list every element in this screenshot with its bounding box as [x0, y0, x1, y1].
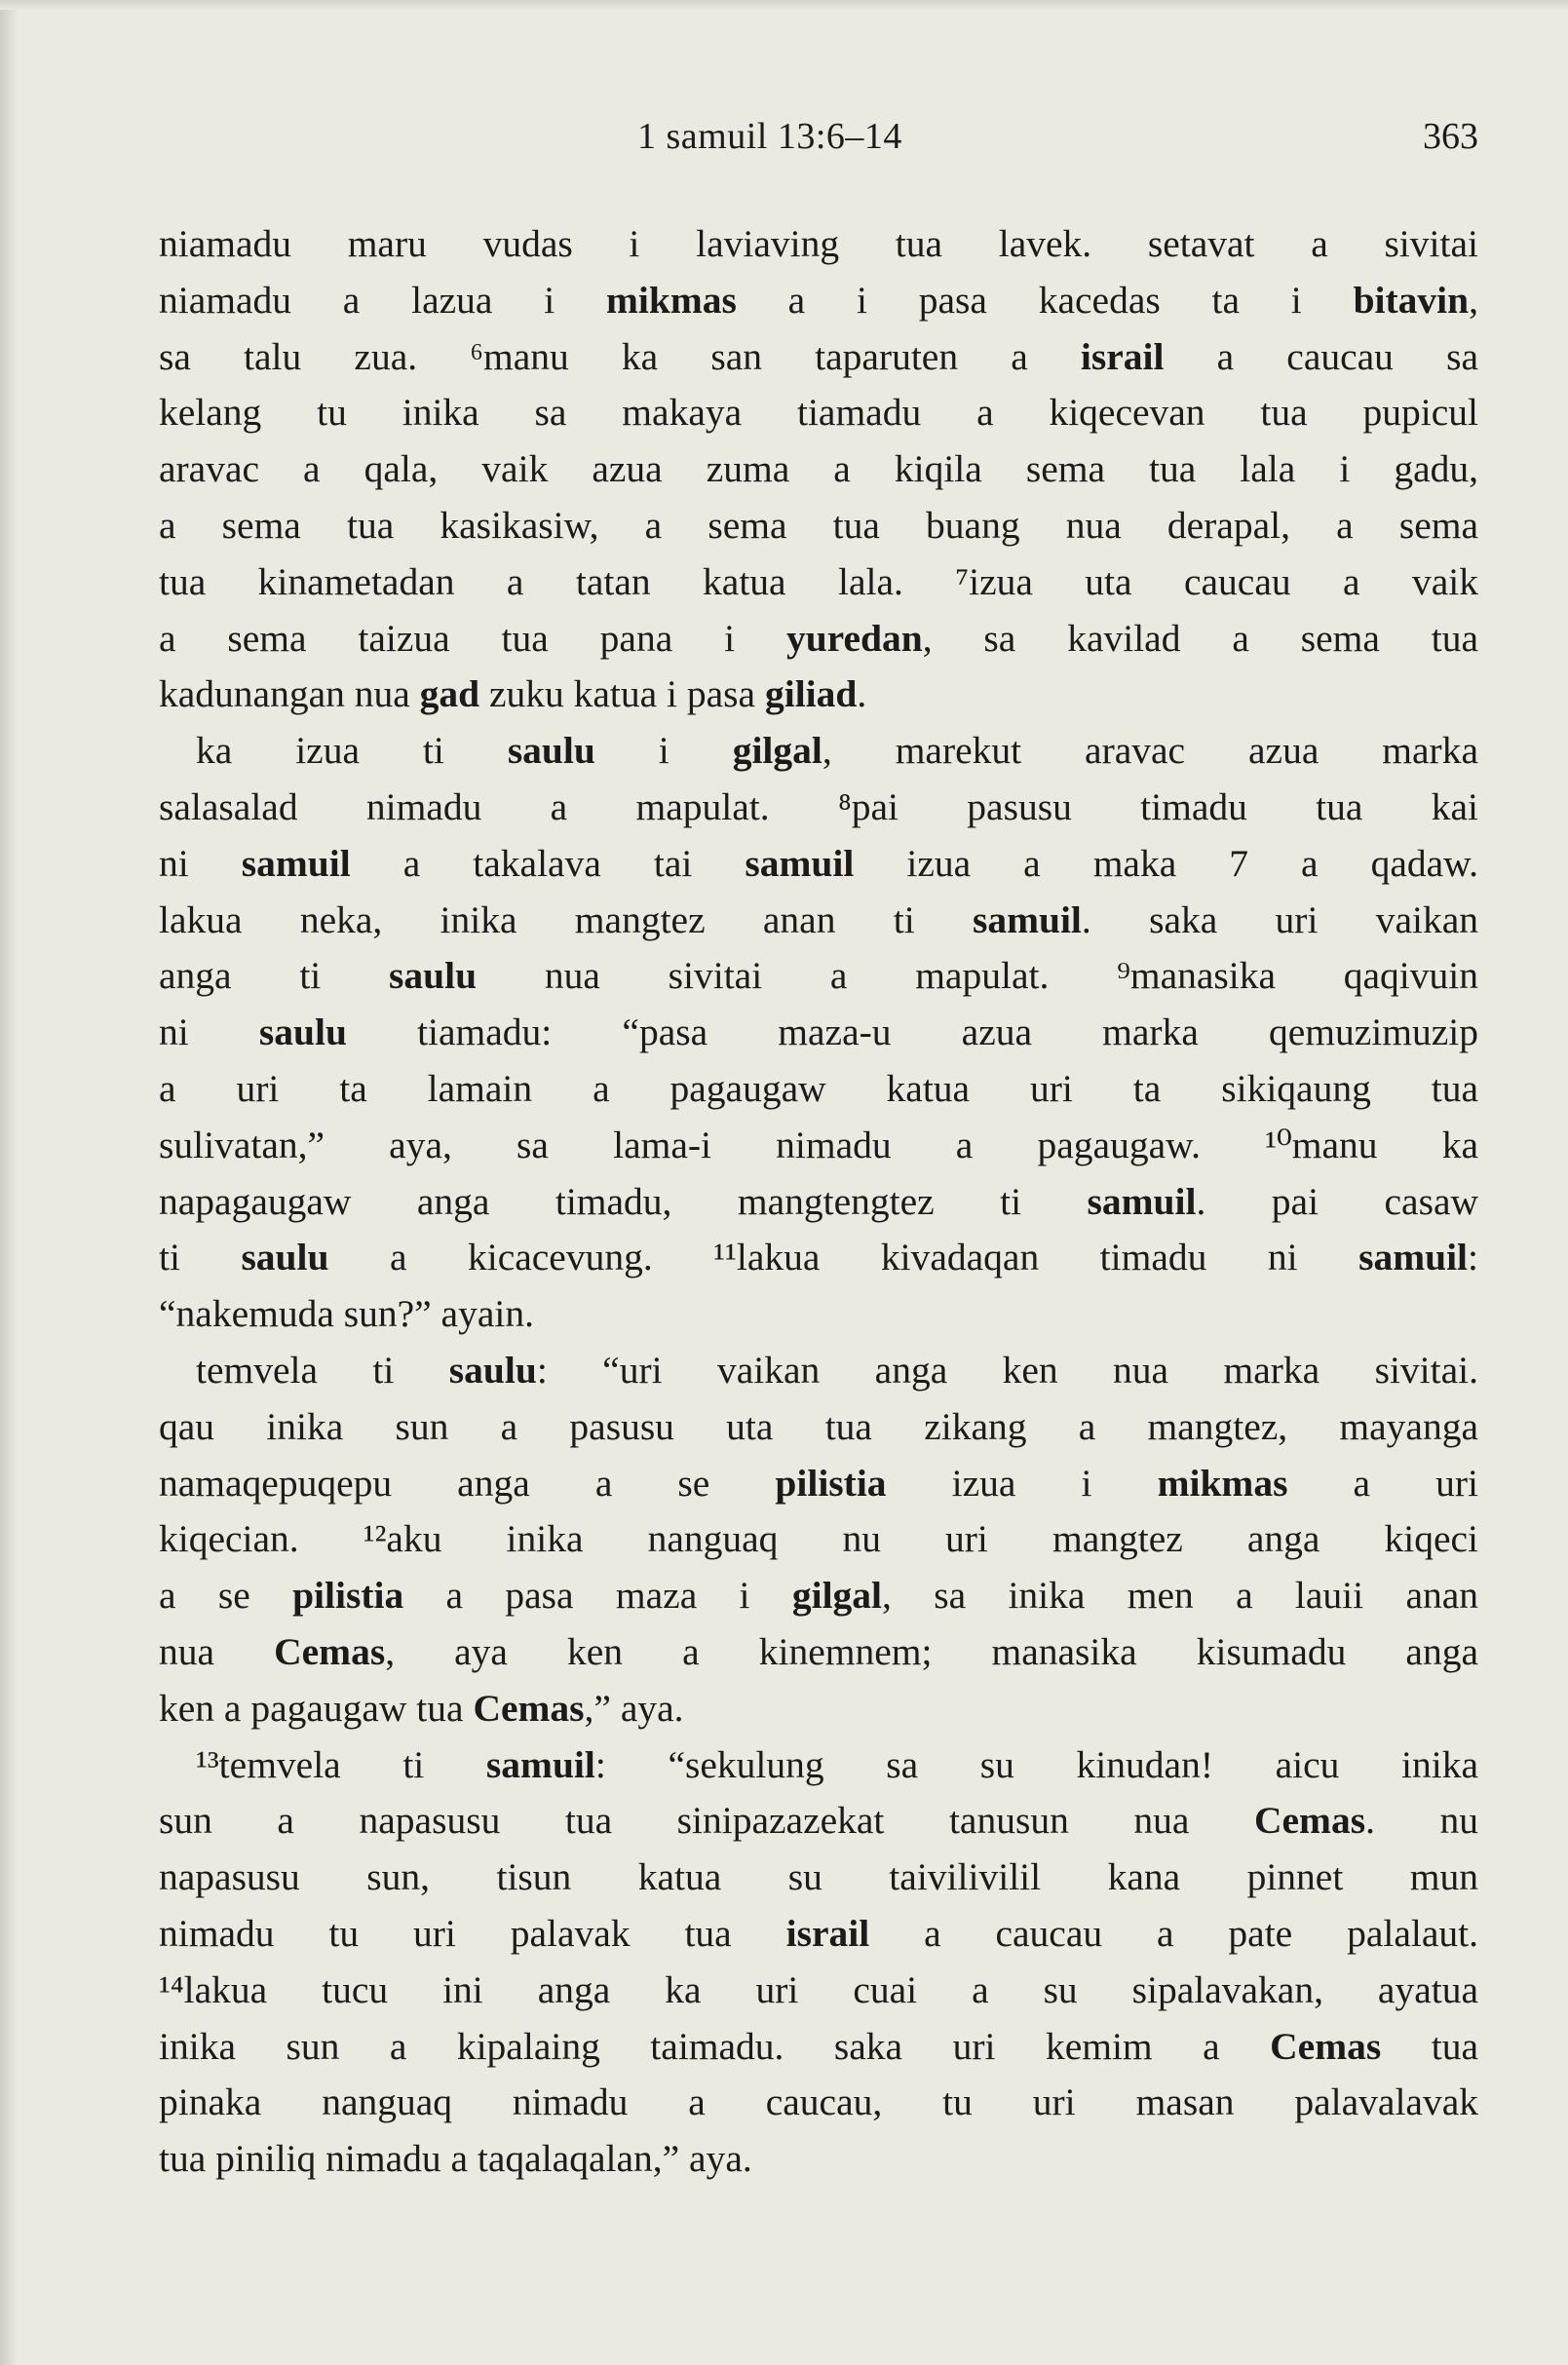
text-line: ni saulu tiamadu: “pasa maza-u azua marka qemuzimuzip	[159, 1011, 1478, 1054]
bold-term: Cemas	[1270, 2024, 1382, 2068]
bold-term: samuil	[1358, 1236, 1469, 1279]
text-line: nimadu tu uri palavak tua israil a caucau a pate palalaut.	[159, 1911, 1478, 1955]
bold-term: gilgal	[732, 729, 822, 773]
page-top-shadow	[0, 0, 1568, 10]
bold-term: Cemas	[473, 1686, 585, 1730]
text-line: sulivatan,” aya, sa lama-i nimadu a pagaugaw. ¹⁰manu ka	[159, 1123, 1478, 1166]
text-line: napasusu sun, tisun katua su taivilivilil kana pinnet mun	[159, 1855, 1478, 1899]
text-line: “nakemuda sun?” ayain.	[159, 1292, 534, 1336]
text-line: salasalad nimadu a mapulat. ⁸pai pasusu timadu tua kai	[159, 784, 1478, 828]
page-edge-shadow	[0, 0, 18, 2365]
bold-term: samuil	[745, 841, 855, 885]
bold-term: Cemas	[1253, 1799, 1366, 1843]
text-line: a sema tua kasikasiw, a sema tua buang nua derapal, a sema	[159, 503, 1478, 547]
text-line: ti saulu a kicacevung. ¹¹lakua kivadaqan timadu ni samuil:	[159, 1236, 1479, 1279]
bold-term: gad	[419, 672, 480, 716]
text-line: napagaugaw anga timadu, mangtengtez ti samuil. pai casaw	[159, 1179, 1478, 1223]
page-header	[0, 115, 1568, 173]
bold-term: saulu	[241, 1236, 329, 1279]
page-number: 363	[1423, 116, 1478, 157]
text-line: inika sun a kipalaing taimadu. saka uri kemim a Cemas tua	[159, 2024, 1478, 2068]
text-line: anga ti saulu nua sivitai a mapulat. ⁹manasika qaqivuin	[159, 954, 1478, 998]
text-line: kadunangan nua gad zuku katua i pasa giliad.	[159, 672, 867, 716]
bold-term: saulu	[389, 954, 478, 998]
text-line: namaqepuqepu anga a se pilistia izua i mikmas a uri	[159, 1461, 1478, 1505]
bold-term: yuredan	[785, 616, 923, 660]
text-line: kiqecian. ¹²aku inika nanguaq nu uri mangtez anga kiqeci	[159, 1517, 1478, 1561]
bold-term: israil	[785, 1911, 870, 1955]
bold-term: gilgal	[791, 1574, 883, 1618]
text-line: ¹⁴lakua tucu ini anga ka uri cuai a su sipalavakan, ayatua	[159, 1967, 1478, 2011]
running-head: 1 samuil 13:6–14	[637, 116, 902, 157]
text-line: tua kinametadan a tatan katua lala. ⁷izua uta caucau a vaik	[159, 559, 1478, 603]
bold-term: samuil	[1087, 1179, 1197, 1223]
text-line: ni samuil a takalava tai samuil izua a maka 7 a qadaw.	[159, 841, 1478, 885]
text-line: qau inika sun a pasusu uta tua zikang a mangtez, mayanga	[159, 1404, 1478, 1448]
text-line: a uri ta lamain a pagaugaw katua uri ta sikiqaung tua	[159, 1066, 1478, 1110]
text-line: tua piniliq nimadu a taqalaqalan,” aya.	[159, 2137, 752, 2181]
body-text	[159, 216, 1478, 2188]
bold-term: saulu	[507, 729, 595, 773]
text-line: aravac a qala, vaik azua zuma a kiqila sema tua lala i gadu,	[159, 447, 1478, 491]
bold-term: Cemas	[274, 1629, 386, 1673]
bold-term: giliad	[764, 672, 858, 716]
bold-term: mikmas	[606, 278, 737, 322]
bold-term: saulu	[448, 1348, 537, 1392]
text-line: sun a napasusu tua sinipazazekat tanusun nua Cemas. nu	[159, 1799, 1479, 1843]
text-line: a se pilistia a pasa maza i gilgal, sa inika men a lauii anan	[159, 1574, 1479, 1618]
text-line: a sema taizua tua pana i yuredan, sa kavilad a sema tua	[159, 616, 1478, 660]
bold-term: bitavin	[1353, 278, 1470, 322]
bold-term: pilistia	[775, 1461, 887, 1505]
text-line: sa talu zua. ⁶manu ka san taparuten a israil a caucau sa	[159, 334, 1478, 378]
text-line: ¹³temvela ti samuil: “sekulung sa su kinudan! aicu inika	[196, 1742, 1478, 1786]
text-line: niamadu a lazua i mikmas a i pasa kacedas ta i bitavin,	[159, 278, 1478, 322]
bold-term: samuil	[485, 1742, 595, 1786]
bold-term: samuil	[972, 897, 1082, 941]
bold-term: samuil	[241, 841, 351, 885]
bold-term: israil	[1080, 334, 1165, 378]
text-line: niamadu maru vudas i laviaving tua lavek. setavat a sivitai	[159, 222, 1478, 265]
text-line: ken a pagaugaw tua Cemas,” aya.	[159, 1686, 684, 1730]
bold-term: mikmas	[1157, 1461, 1288, 1505]
text-line: lakua neka, inika mangtez anan ti samuil. saka uri vaikan	[159, 897, 1478, 941]
text-line: kelang tu inika sa makaya tiamadu a kiqecevan tua pupicul	[159, 391, 1478, 435]
bold-term: saulu	[258, 1011, 347, 1054]
text-line: pinaka nanguaq nimadu a caucau, tu uri masan palavalavak	[159, 2080, 1478, 2124]
text-line: temvela ti saulu: “uri vaikan anga ken nua marka sivitai.	[196, 1348, 1479, 1392]
text-line: nua Cemas, aya ken a kinemnem; manasika kisumadu anga	[159, 1629, 1478, 1673]
text-line: ka izua ti saulu i gilgal, marekut aravac azua marka	[196, 729, 1478, 773]
bold-term: pilistia	[292, 1574, 404, 1618]
